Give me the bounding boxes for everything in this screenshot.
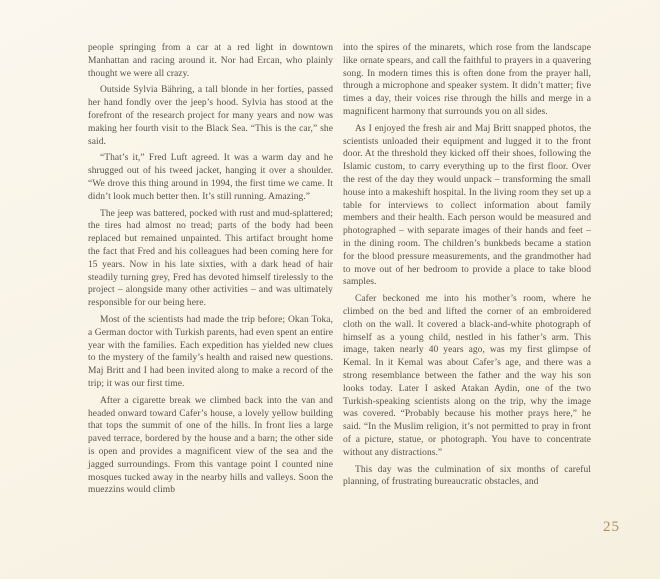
paragraph: This day was the culmination of six months of careful planning, of frustrating bureaucratic obstacles, and [343,464,591,488]
paragraph: Most of the scientists had made the trip before; Okan Toka, a German doctor with Turkish parents, had even spent an entire year with the families. Each expedition has yielded new clues to the mystery of the family’s health and raised new questions. Maj Britt and I had been invited along to make a record of the trip; it was our first time. [88,314,333,389]
paragraph: After a cigarette break we climbed back into the van and headed onward toward Cafer’s house, a lovely yellow building that tops the summit of one of the hills. In front lies a large paved terrace, bordered by the house and a barn; the other side is open and provides a magnificent view of the sea and the jagged surroundings. From this vantage point I counted nine mosques tucked away in the nearby hills and valleys. Soon the muezzins would climb [88,395,333,496]
right-column [343,42,591,489]
paragraph: Cafer beckoned me into his mother’s room, where he climbed on the bed and lifted the corner of an embroidered cloth on the wall. It covered a black-and-white photograph of himself as a young child, nestled in his father’s arm. This image, taken nearly 40 years ago, was my first glimpse of Kemal. In it Kemal was about Cafer’s age, and there was a strong resemblance between the father and the way his son looks today. Later I asked Atakan Aydin, one of the two Turkish-speaking scientists along on the trip, why the image was covered. “Probably because his mother prays here,” he said. “In the Muslim religion, it’s not permitted to pray in front of a picture, statue, or photograph. You have to concentrate without any distractions.” [343,294,591,458]
paragraph: “That’s it,” Fred Luft agreed. It was a warm day and he shrugged out of his tweed jacket, hanging it over a shoulder. “We drove this thing around in 1994, the first time we came. It didn’t look much better then. It’s still running. Amazing.” [88,153,333,202]
paragraph: The jeep was battered, pocked with rust and mud-splattered; the tires had almost no tread; parts of the body had been replaced but remained unpainted. This artifact brought home the fact that Fred and his colleagues had been coming here for 15 years. Now in his late sixties, with a dark head of hair steadily turning grey, Fred has devoted himself tirelessly to the project – alongside many other activities – and was ultimately responsible for our being here. [88,208,333,309]
page-number: 25 [603,519,620,535]
paragraph: Outside Sylvia Bähring, a tall blonde in her forties, passed her hand fondly over the jeep’s hood. Sylvia has stood at the forefront of the research project for many years and now was making her fourth visit to the Black Sea. “This is the car,” she said. [88,85,333,147]
paragraph: As I enjoyed the fresh air and Maj Britt snapped photos, the scientists unloaded their equipment and lugged it to the front door. At the threshold they kicked off their shoes, following the Islamic custom, to carry everything up to the first floor. Over the rest of the day they would unpack – transforming the small house into a makeshift hospital. In the living room they set up a table for interviews to collect information about family members and their health. Each person would be measured and photographed – with separate images of their hands and feet – in the dining room. The children’s bunkbeds became a station for the blood pressure measurements, and the grandmother had to move out of her bedroom to provide a place to take blood samples. [343,123,591,288]
paragraph: into the spires of the minarets, which rose from the landscape like ornate spears, and call the faithful to prayers in a quavering song. In modern times this is often done from the prayer hall, through a microphone and speaker system. It didn’t matter; five times a day, their voices rise through the hills and merge in a magnificent harmony that surrounds you on all sides. [343,43,591,117]
left-column [88,42,333,497]
paragraph: people springing from a car at a red light in downtown Manhattan and racing around it. Nor had Ercan, who plainly thought we were all crazy. [88,43,333,79]
